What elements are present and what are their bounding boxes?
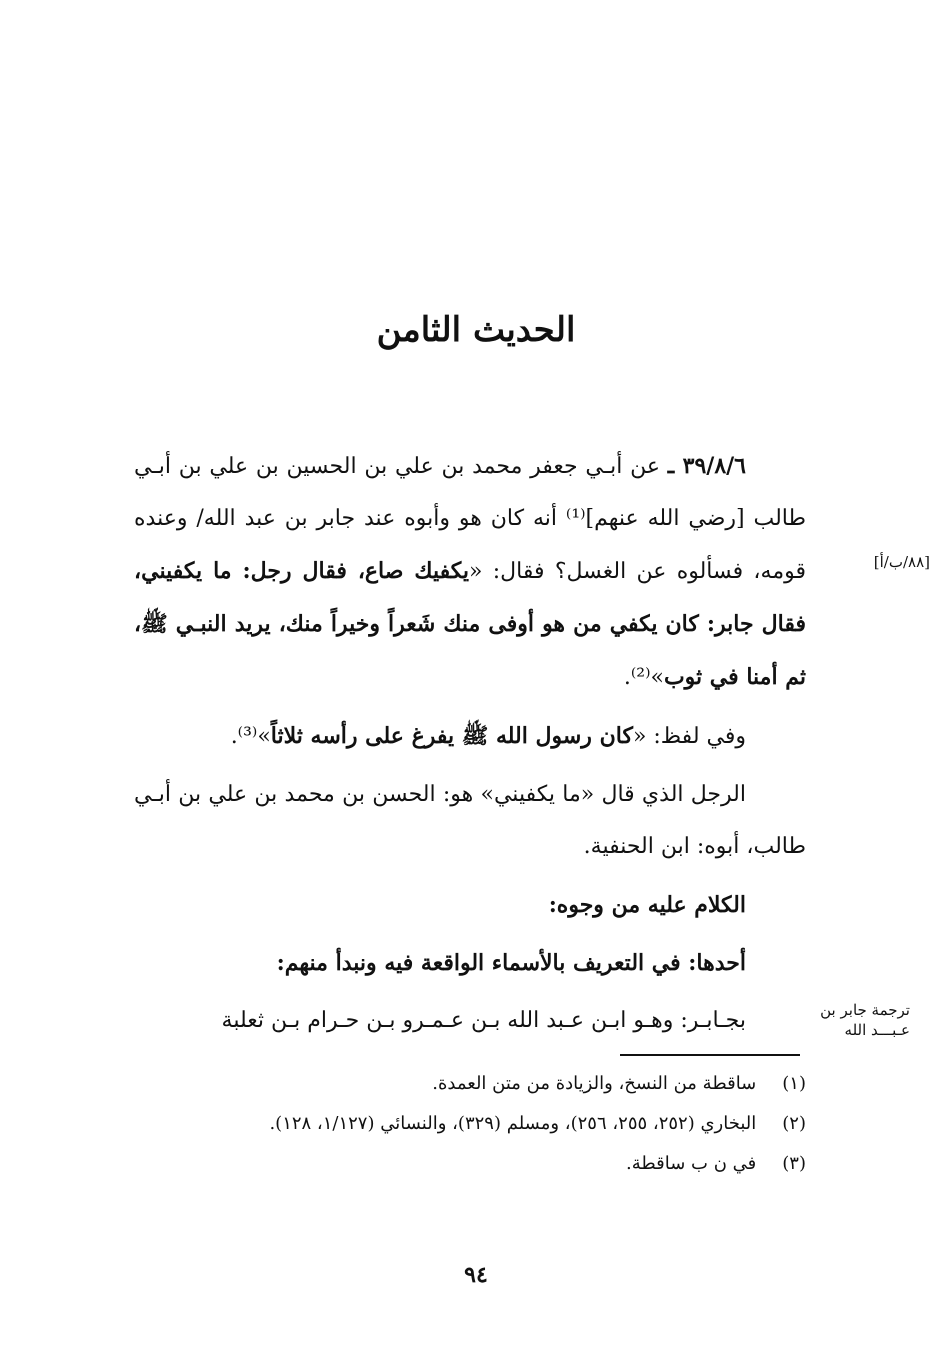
footnote-number: (١) (782, 1073, 806, 1094)
footnote-item (134, 1106, 806, 1142)
folio-margin-note: [٨٨/ب/أ] (873, 553, 930, 571)
variant-quote: كان رسول الله ﷺ يفرغ على رأسه ثلاثاً (270, 723, 633, 749)
footnote-text: في ن ب ساقطة. (626, 1153, 757, 1174)
footnote-item (134, 1146, 806, 1182)
hadith-number: ٣٩/٨/٦ ـ (667, 453, 746, 479)
hadith-text: عن أبـي جعفر محمد بن علي بن الحسين بن علي بن أبـي طالب [رضي الله عنهم]⁽¹⁾ أنه كان هو وأبوه عند جابر بن عبد الله/ وعنده قومه، فسألوه عن الغسل؟ فقال: « (134, 454, 807, 584)
bio-margin-note: ترجمة جابر بن عـبـــد الله (820, 1001, 910, 1039)
jabir-bio-paragraph: بجـابـر: وهـو ابـن عـبد الله بـن عـمـرو بـن حـرام بـن ثعلبة (221, 1008, 746, 1033)
section-heading: الكلام عليه من وجوه: (548, 892, 746, 918)
hadith-tail: »⁽²⁾. (623, 665, 664, 690)
footnote-text: ساقطة من النسخ، والزيادة من متن العمدة. (432, 1073, 757, 1094)
main-text (134, 440, 806, 1053)
footnote-divider (620, 1054, 800, 1056)
footnote-number: (٣) (782, 1153, 806, 1174)
hadith-paragraph (134, 440, 806, 704)
variant-lead: وفي لفظ: « (632, 724, 746, 749)
variant-tail: »⁽³⁾. (230, 724, 271, 749)
footnote-text: البخاري (٢٥٢، ٢٥٥، ٢٥٦)، ومسلم (٣٢٩)، والنسائي (١/١٢٧، ١٢٨). (269, 1113, 757, 1134)
first-aspect-heading: أحدها: في التعريف بالأسماء الواقعة فيه ونبدأ منهم: (276, 950, 746, 976)
hadith-quote: يكفيك صاع، فقال رجل: ما يكفيني، فقال جابر: كان يكفي من هو أوفى منك شَعراً وخيراً منك، يريد النبـي ﷺ، ثم أمنا في ثوب (134, 558, 806, 690)
variant-paragraph (134, 710, 806, 763)
explanation-paragraph: الرجل الذي قال «ما يكفيني» هو: الحسن بن محمد بن علي بن أبـي طالب، أبوه: ابن الحنفية. (134, 782, 806, 859)
footnote-item (134, 1066, 806, 1102)
page-number: ٩٤ (464, 1262, 488, 1288)
page-title: الحديث الثامن (376, 310, 576, 350)
footnotes (134, 1066, 806, 1186)
footnote-number: (٢) (782, 1113, 806, 1134)
